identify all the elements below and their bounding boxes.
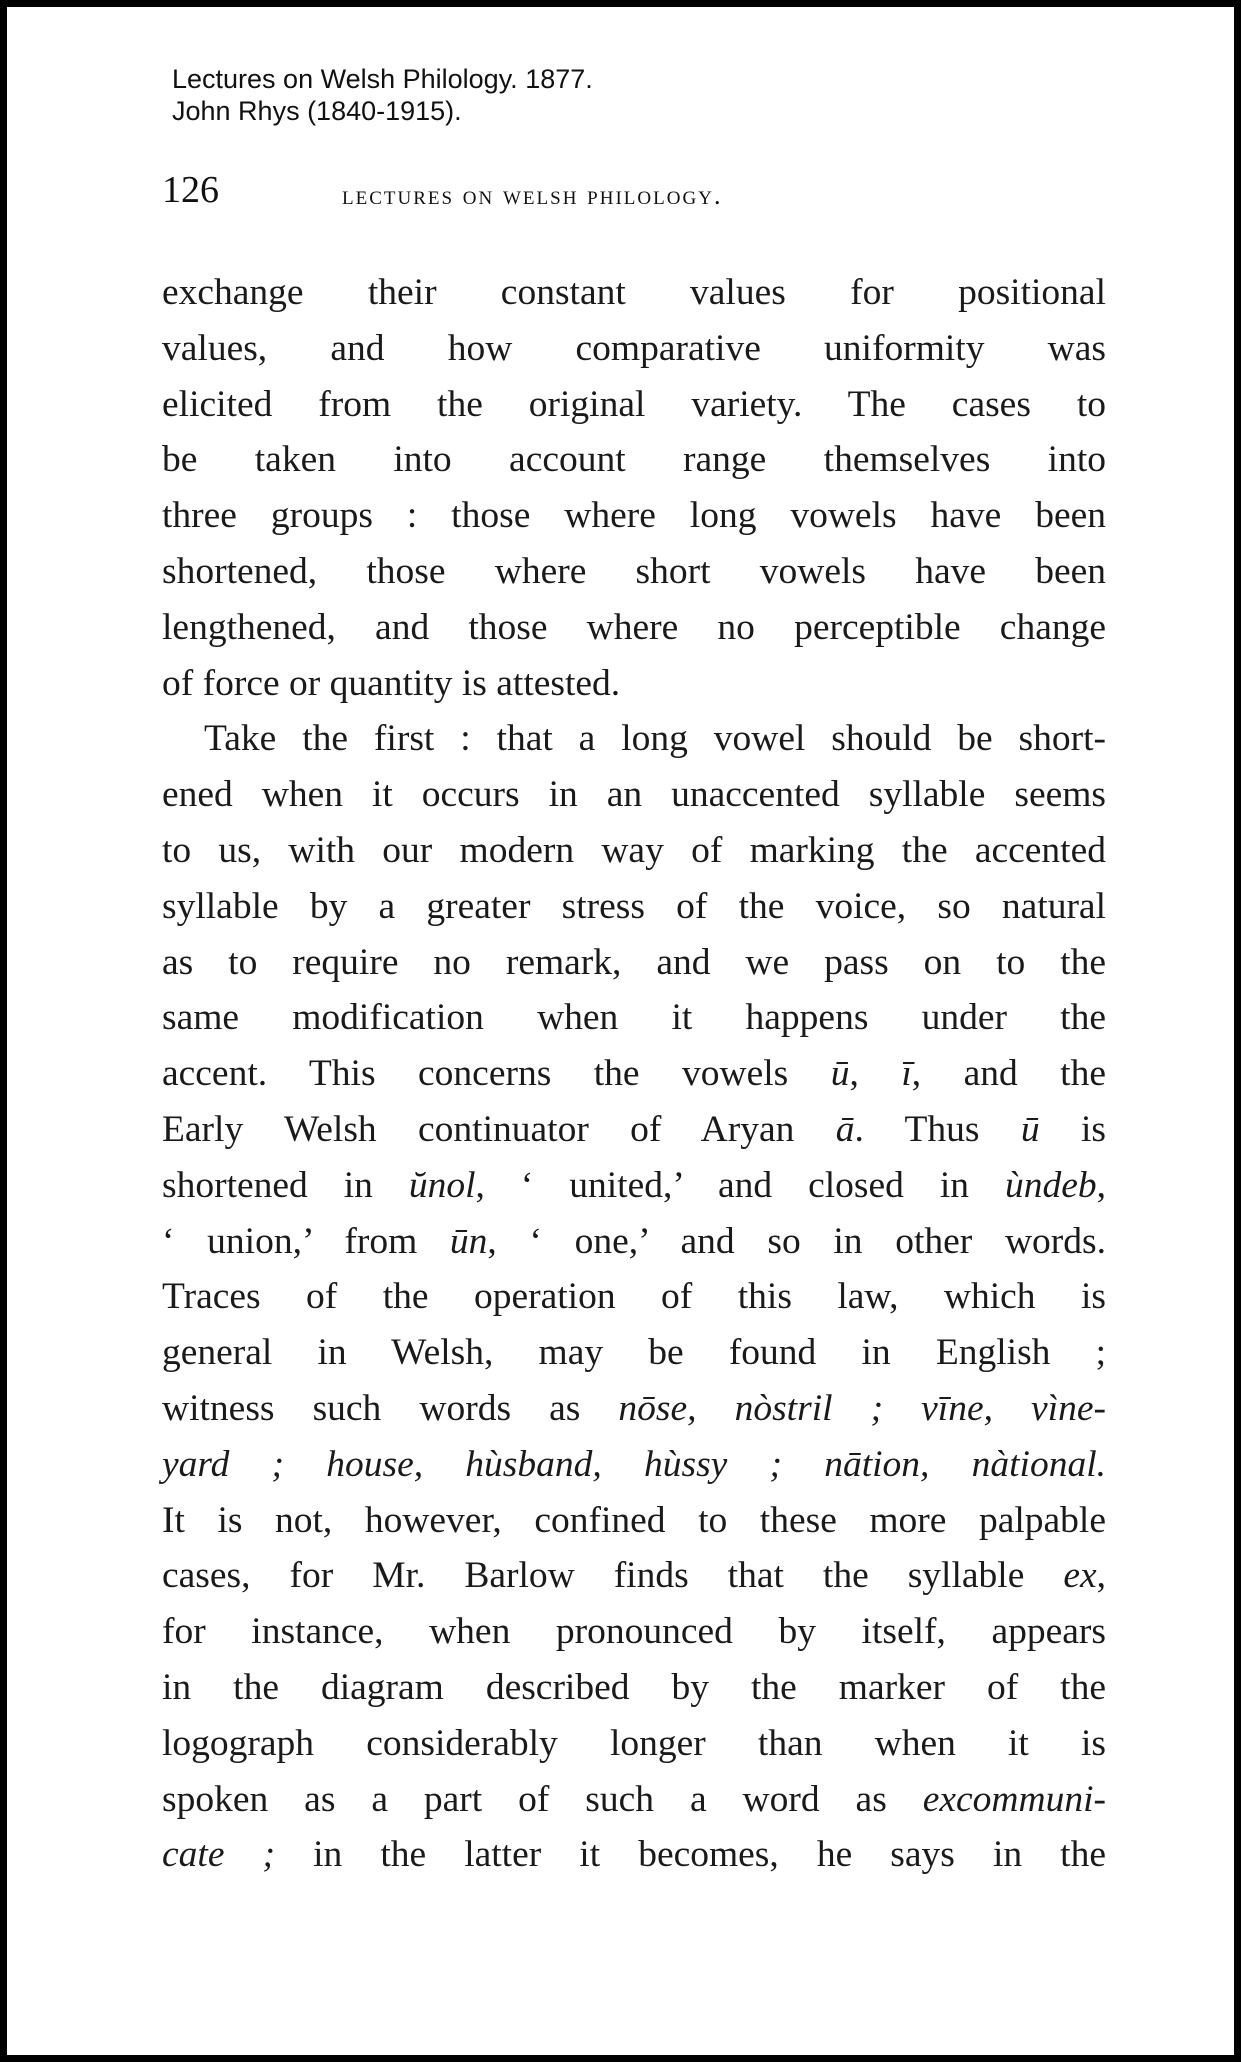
text-line: Traces of the operation of this law, which is	[162, 1276, 1106, 1318]
text-line: of force or quantity is attested.	[162, 662, 621, 704]
caption-author: John Rhys (1840-1915).	[172, 96, 462, 126]
text-run: , ‘ one,’ and so in other words.	[487, 1220, 1106, 1262]
text-run: accent. This concerns the vowels	[162, 1053, 831, 1095]
running-header	[162, 167, 1102, 217]
italic-run: excommuni-	[922, 1778, 1106, 1820]
italic-run: ī	[901, 1053, 912, 1095]
text-line: yard ; house, hùsband, hùssy ; nātion, nàtional.	[162, 1443, 1106, 1485]
text-line	[162, 1214, 1106, 1270]
italic-run: ū	[830, 1053, 850, 1095]
text-run: witness such words as	[162, 1387, 619, 1429]
italic-run: ū	[1020, 1108, 1040, 1150]
text-line: values, and how comparative uniformity was	[162, 327, 1106, 369]
italic-run: ŭnol	[408, 1164, 476, 1206]
text-line: general in Welsh, may be found in English ;	[162, 1332, 1106, 1374]
text-line: syllable by a greater stress of the voice, so natural	[162, 885, 1106, 927]
text-run: in the latter it becomes, he says in the	[275, 1834, 1106, 1876]
text-line	[162, 1381, 1106, 1437]
italic-run: ùndeb	[1004, 1164, 1097, 1206]
text-run: shortened in	[162, 1164, 409, 1206]
text-line	[162, 1772, 1106, 1828]
italic-run: cate ;	[162, 1834, 276, 1876]
text-run: ,	[849, 1053, 902, 1095]
text-run: ,	[1096, 1164, 1106, 1206]
text-line: shortened, those where short vowels have been	[162, 550, 1106, 592]
text-line: in the diagram described by the marker of the	[162, 1666, 1106, 1708]
text-line	[162, 1548, 1106, 1604]
text-line: three groups : those where long vowels have been	[162, 495, 1106, 537]
text-line	[162, 1102, 1106, 1158]
text-line	[162, 1046, 1106, 1102]
text-line	[162, 1827, 1106, 1883]
text-line: same modification when it happens under the	[162, 997, 1106, 1039]
text-line: ened when it occurs in an unaccented syllable seems	[162, 774, 1106, 816]
text-line: as to require no remark, and we pass on to the	[162, 941, 1106, 983]
italic-run: ūn	[449, 1220, 488, 1262]
text-line: for instance, when pronounced by itself, appears	[162, 1611, 1106, 1653]
running-title: lectures on welsh philology.	[342, 180, 723, 210]
text-line	[162, 1158, 1106, 1214]
text-run: spoken as a part of such a word as	[162, 1778, 923, 1820]
text-line: elicited from the original variety. The cases to	[162, 383, 1106, 425]
text-run: , and the	[911, 1053, 1107, 1095]
italic-run: nōse, nòstril ; vīne, vìne-	[618, 1387, 1106, 1429]
text-run: Early Welsh continuator of Aryan	[162, 1108, 836, 1150]
text-line: Take the first : that a long vowel should be short-	[204, 718, 1106, 760]
text-line: It is not, however, confined to these more palpable	[162, 1499, 1106, 1541]
text-run: ‘ union,’ from	[162, 1220, 450, 1262]
text-line: lengthened, and those where no perceptible change	[162, 606, 1106, 648]
text-run: is	[1039, 1108, 1107, 1150]
source-caption	[172, 63, 593, 127]
italic-run: ex	[1063, 1555, 1097, 1597]
text-line: logograph considerably longer than when it is	[162, 1722, 1106, 1764]
text-line: be taken into account range themselves into	[162, 439, 1106, 481]
caption-title: Lectures on Welsh Philology. 1877.	[172, 64, 593, 94]
page-number: 126	[162, 169, 219, 211]
text-run: , ‘ united,’ and closed in	[475, 1164, 1005, 1206]
page-body	[162, 265, 1106, 1883]
text-run: . Thus	[854, 1108, 1021, 1150]
italic-run: ā	[835, 1108, 855, 1150]
text-run: cases, for Mr. Barlow finds that the syllable	[162, 1555, 1064, 1597]
text-line: exchange their constant values for positional	[162, 272, 1106, 313]
text-line: to us, with our modern way of marking the accented	[162, 829, 1106, 871]
text-run: ,	[1096, 1555, 1106, 1597]
